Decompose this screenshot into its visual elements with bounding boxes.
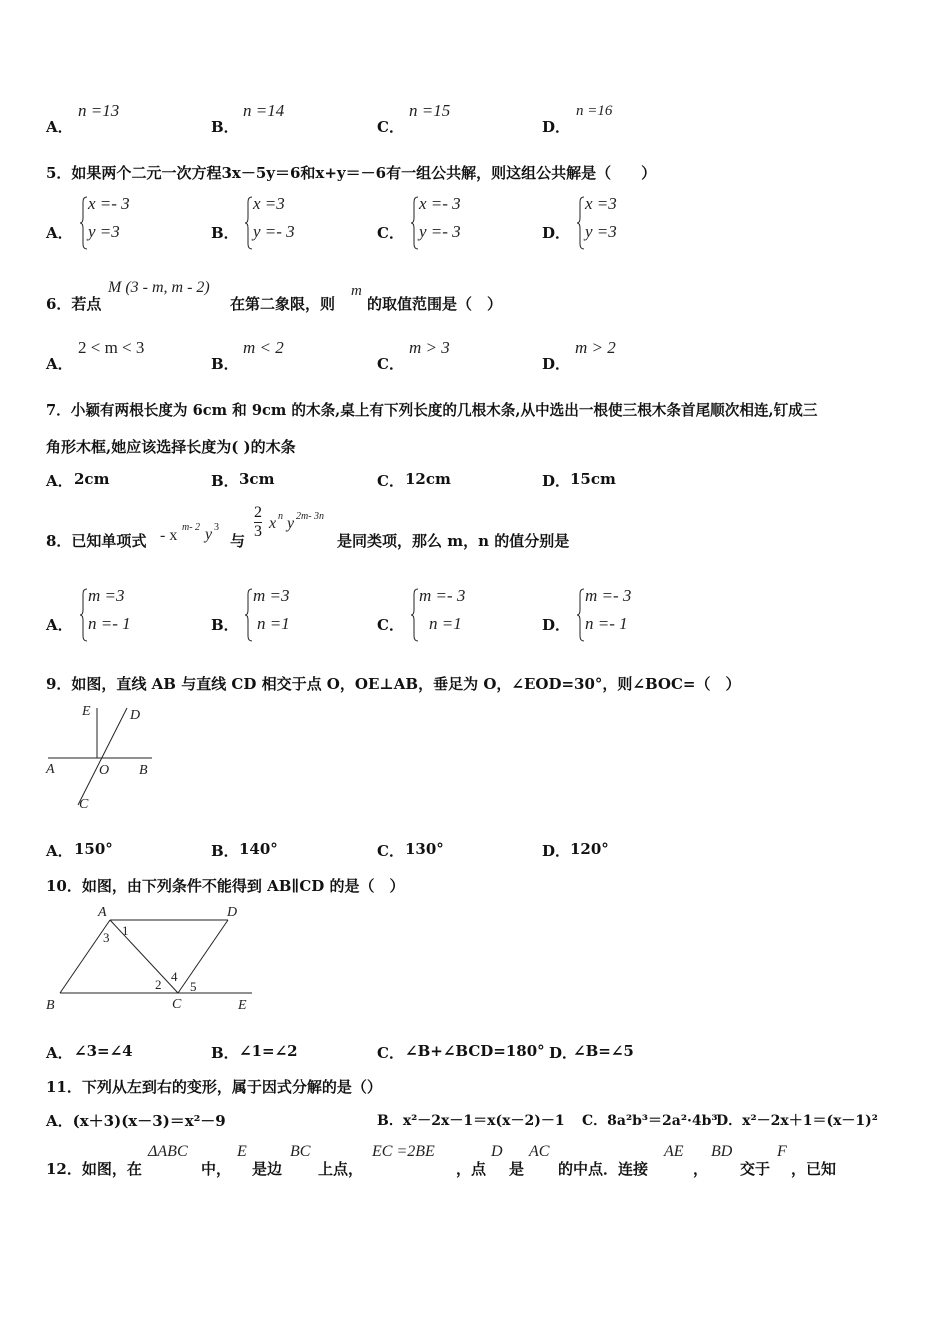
q9-option-c-text: 130° xyxy=(405,840,444,858)
q12-point-f: F xyxy=(777,1143,787,1160)
q6-option-c-expr: m > 3 xyxy=(409,338,450,357)
q10-option-d-text: ∠B=∠5 xyxy=(573,1042,634,1060)
q8-option-c-system xyxy=(411,588,491,642)
q8-fraction xyxy=(254,504,262,541)
q8-option-b-line1: m =3 xyxy=(253,586,290,605)
q9-figure xyxy=(40,700,160,815)
q9-option-d-text: 120° xyxy=(570,840,609,858)
q8-option-b-letter: B． xyxy=(211,616,239,634)
q8-option-c-line1: m =- 3 xyxy=(419,586,466,605)
q8-option-a-letter: A． xyxy=(46,616,73,634)
q6-var: m xyxy=(351,283,362,299)
q12-part1: 12．如图，在 xyxy=(46,1160,142,1178)
q8-mono2-x: x xyxy=(269,515,277,532)
q7-option-d-letter: D． xyxy=(542,472,571,490)
q12-equation: EC =2BE xyxy=(372,1143,435,1160)
q11-text: 11．下列从左到右的变形，属于因式分解的是（） xyxy=(46,1078,382,1096)
q9-option-b-letter: B． xyxy=(211,842,239,860)
q10-angle-1: 1 xyxy=(122,923,129,938)
q10-label-e: E xyxy=(238,998,247,1013)
q12-part2: 中， xyxy=(201,1160,232,1178)
q8-frac-den: 3 xyxy=(254,523,262,540)
q9-label-a: A xyxy=(46,762,55,777)
q6-prefix: 6．若点 xyxy=(46,295,102,313)
q5-option-a-line2: y =3 xyxy=(88,222,120,241)
q5-option-d-line2: y =3 xyxy=(585,222,617,241)
q7-option-d-text: 15cm xyxy=(570,470,616,488)
q8-mono2-y: y xyxy=(287,515,295,532)
q12-part9: 交于 xyxy=(740,1160,771,1178)
q11-option-a: A．(x＋3)(x－3)＝x²－9 xyxy=(46,1112,226,1130)
q10-option-c-letter: C． xyxy=(377,1044,404,1062)
q6-option-d-letter: D． xyxy=(542,355,571,373)
q4-option-a-expr: n =13 xyxy=(78,101,120,120)
q5-text: 5．如果两个二元一次方程3x－5y＝6和x+y＝－6有一组公共解，则这组公共解是（ ） xyxy=(46,164,657,182)
q12-point-e: E xyxy=(237,1143,247,1160)
q12-segment-bc: BC xyxy=(290,1143,311,1160)
q4-option-d-expr: n =16 xyxy=(576,103,613,119)
q4-option-c-letter: C． xyxy=(377,118,404,136)
q10-text: 10．如图，由下列条件不能得到 AB∥CD 的是（ ） xyxy=(46,877,405,895)
q9-option-c-letter: C． xyxy=(377,842,404,860)
q8-option-d-line1: m =- 3 xyxy=(585,586,632,605)
q10-option-b-letter: B． xyxy=(211,1044,239,1062)
q8-option-c-letter: C． xyxy=(377,616,404,634)
q5-option-d-line1: x =3 xyxy=(585,194,617,213)
q5-option-c-line2: y =- 3 xyxy=(419,222,461,241)
q6-suffix: 的取值范围是（ ） xyxy=(367,295,503,313)
q8-mono2-exp-x: n xyxy=(278,511,283,522)
q5-option-a-system xyxy=(80,196,160,250)
q8-and: 与 xyxy=(230,532,246,550)
brace-icon xyxy=(577,196,585,250)
q7-option-c-text: 12cm xyxy=(405,470,451,488)
q11-option-c: C．8a²b³＝2a²·4b³ xyxy=(582,1113,718,1129)
q8-option-b-system xyxy=(245,588,325,642)
q5-option-a-letter: A． xyxy=(46,224,73,242)
brace-icon xyxy=(245,588,253,642)
q11-option-b: B．x²－2x－1＝x(x－2)－1 xyxy=(377,1113,565,1129)
q6-point: M (3 - m, m - 2) xyxy=(108,279,210,296)
q6-option-d-expr: m > 2 xyxy=(575,338,616,357)
q9-option-a-text: 150° xyxy=(74,840,113,858)
brace-icon xyxy=(80,196,88,250)
q7-option-b-letter: B． xyxy=(211,472,239,490)
q4-option-b-expr: n =14 xyxy=(243,101,285,120)
q6-option-c-letter: C． xyxy=(377,355,404,373)
q10-label-c: C xyxy=(172,997,182,1012)
q12-part6: 是 xyxy=(509,1160,525,1178)
q5-option-c-letter: C． xyxy=(377,224,404,242)
brace-icon xyxy=(245,196,253,250)
q8-mono1-y: y xyxy=(205,526,213,543)
q8-prefix: 8．已知单项式 xyxy=(46,532,147,550)
q10-option-b-text: ∠1=∠2 xyxy=(239,1042,298,1060)
q9-line-cd xyxy=(78,708,127,805)
q12-segment-ae: AE xyxy=(664,1143,684,1160)
q5-option-c-system xyxy=(411,196,491,250)
q10-label-b: B xyxy=(46,998,55,1013)
q10-option-c-text: ∠B+∠BCD=180° xyxy=(405,1042,545,1060)
q8-frac-num: 2 xyxy=(254,504,262,521)
q8-mono1: - x xyxy=(160,527,178,544)
q6-option-b-expr: m < 2 xyxy=(243,338,284,357)
q7-line1: 7．小颖有两根长度为 6cm 和 9cm 的木条,桌上有下列长度的几根木条,从中选出一根使三根木条首尾顺次相连,钉成三 xyxy=(46,402,818,419)
q9-option-a-letter: A． xyxy=(46,842,73,860)
q8-option-a-line2: n =- 1 xyxy=(88,614,131,633)
q8-mono1-exp-y: 3 xyxy=(214,522,219,533)
q9-option-b-text: 140° xyxy=(239,840,278,858)
q9-label-c: C xyxy=(79,797,89,812)
q5-option-d-letter: D． xyxy=(542,224,571,242)
brace-icon xyxy=(411,196,419,250)
q8-option-a-system xyxy=(80,588,160,642)
q12-segment-bd: BD xyxy=(711,1143,733,1160)
q4-option-c-expr: n =15 xyxy=(409,101,451,120)
brace-icon xyxy=(80,588,88,642)
q10-line-dc xyxy=(178,920,228,993)
q5-option-b-line1: x =3 xyxy=(253,194,285,213)
q10-angle-4: 4 xyxy=(171,969,178,984)
q10-figure xyxy=(40,900,260,1016)
q8-option-d-line2: n =- 1 xyxy=(585,614,628,633)
q8-mono1-exp-x: m- 2 xyxy=(182,522,201,533)
brace-icon xyxy=(577,588,585,642)
q12-part5: ，点 xyxy=(456,1160,487,1178)
q10-option-d-letter: D． xyxy=(549,1044,578,1062)
q9-label-d: D xyxy=(130,708,141,723)
q7-option-a-letter: A． xyxy=(46,472,73,490)
q5-option-b-system xyxy=(245,196,325,250)
q10-label-a: A xyxy=(98,905,107,920)
q8-mono2-exp-y: 2m- 3n xyxy=(296,511,325,522)
q12-triangle: ΔABC xyxy=(148,1143,188,1160)
q8-option-a-line1: m =3 xyxy=(88,586,125,605)
q8-option-d-letter: D． xyxy=(542,616,571,634)
q11-option-d: D．x²－2x＋1＝(x－1)² xyxy=(716,1113,878,1129)
q10-angle-2: 2 xyxy=(155,977,162,992)
q12-part10: ，已知 xyxy=(791,1160,837,1178)
q7-line2: 角形木框,她应该选择长度为( )的木条 xyxy=(46,438,296,456)
q4-option-b-letter: B． xyxy=(211,118,239,136)
q10-option-a-letter: A． xyxy=(46,1044,73,1062)
q10-angle-5: 5 xyxy=(190,979,197,994)
q10-angle-3: 3 xyxy=(103,930,110,945)
q12-part3: 是边 xyxy=(252,1160,283,1178)
q12-point-d: D xyxy=(491,1143,503,1160)
q8-option-d-system xyxy=(577,588,657,642)
q4-option-a-letter: A． xyxy=(46,118,73,136)
q10-option-a-text: ∠3=∠4 xyxy=(74,1042,133,1060)
q8-option-b-line2: n =1 xyxy=(257,614,290,633)
q9-option-d-letter: D． xyxy=(542,842,571,860)
q6-option-b-letter: B． xyxy=(211,355,239,373)
q7-option-a-text: 2cm xyxy=(74,470,110,488)
q6-option-a-letter: A． xyxy=(46,355,73,373)
q9-label-b: B xyxy=(139,763,148,778)
q8-suffix: 是同类项，那么 m，n 的值分别是 xyxy=(337,532,570,550)
brace-icon xyxy=(411,588,419,642)
q9-label-o: O xyxy=(99,763,110,778)
q5-option-a-line1: x =- 3 xyxy=(88,194,130,213)
q6-option-a-expr: 2 < m < 3 xyxy=(78,338,145,357)
q7-option-c-letter: C． xyxy=(377,472,404,490)
q12-part7: 的中点．连接 xyxy=(558,1160,649,1178)
q12-segment-ac: AC xyxy=(529,1143,550,1160)
q9-text: 9．如图，直线 AB 与直线 CD 相交于点 O，OE⊥AB，垂足为 O，∠EOD=30°，则∠BOC=（ ） xyxy=(46,675,741,693)
q10-line-ac xyxy=(110,920,178,993)
q7-option-b-text: 3cm xyxy=(239,470,275,488)
q9-label-e: E xyxy=(82,704,91,719)
q5-option-b-letter: B． xyxy=(211,224,239,242)
q10-label-d: D xyxy=(227,905,238,920)
q5-option-c-line1: x =- 3 xyxy=(419,194,461,213)
q12-part8: ， xyxy=(693,1160,709,1178)
q6-middle: 在第二象限，则 xyxy=(230,295,336,313)
q12-part4: 上点， xyxy=(318,1160,364,1178)
q5-option-b-line2: y =- 3 xyxy=(253,222,295,241)
q4-option-d-letter: D． xyxy=(542,118,571,136)
q5-option-d-system xyxy=(577,196,657,250)
q8-option-c-line2: n =1 xyxy=(429,614,462,633)
